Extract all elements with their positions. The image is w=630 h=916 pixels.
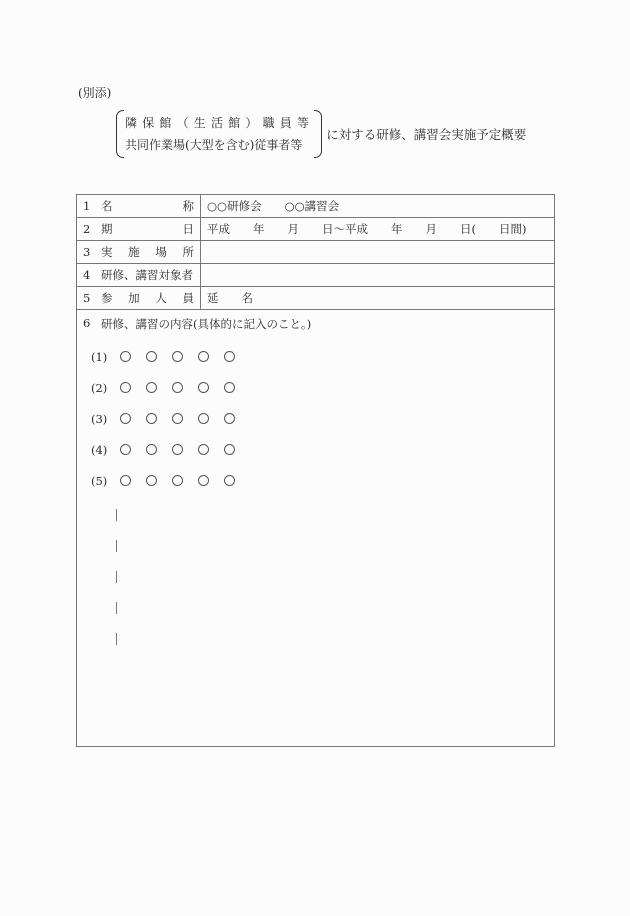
row-dates xyxy=(77,218,554,241)
content-heading-text: 研修、講習の内容(具体的に記入のこと。) xyxy=(101,317,312,331)
circle-placeholder-icon xyxy=(146,382,157,393)
circle-placeholder-icon xyxy=(224,413,235,424)
label-char: 所 xyxy=(182,245,194,259)
content-section xyxy=(77,310,554,660)
circle-placeholder-icon xyxy=(224,382,235,393)
row-target xyxy=(77,264,554,287)
name-field[interactable]: ○○研修会 ○○講習会 xyxy=(207,199,340,213)
label-char: 日 xyxy=(182,222,194,236)
content-item[interactable] xyxy=(91,403,548,434)
circle-placeholder-icon xyxy=(120,351,131,362)
label-char: 実 xyxy=(101,245,113,259)
continuation-bar-icon xyxy=(116,633,117,645)
annex-label: (別添) xyxy=(78,86,112,100)
circle-placeholder-icon xyxy=(172,413,183,424)
circle-placeholder-icon xyxy=(146,475,157,486)
row-number: 6 xyxy=(83,316,91,330)
row-label xyxy=(77,195,201,217)
circle-placeholder-icon xyxy=(198,382,209,393)
content-item[interactable] xyxy=(91,465,548,496)
row-label xyxy=(77,264,201,286)
title-line-2: 共同作業場(大型を含む)従事者等 xyxy=(125,138,303,152)
circle-placeholder-icon xyxy=(224,444,235,455)
continuation-bar-icon xyxy=(116,602,117,614)
item-number: (1) xyxy=(91,349,108,364)
item-number: (2) xyxy=(91,380,108,395)
content-heading xyxy=(83,316,548,332)
title-suffix: に対する研修、講習会実施予定概要 xyxy=(326,127,527,142)
row-number: 3 xyxy=(83,245,91,259)
circle-placeholder-icon xyxy=(146,351,157,362)
continuation-marks xyxy=(83,499,548,654)
circle-placeholder-icon xyxy=(198,475,209,486)
circle-placeholder-icon xyxy=(172,475,183,486)
circle-placeholder-icon xyxy=(146,413,157,424)
row-number: 2 xyxy=(83,222,91,236)
plan-form-table xyxy=(76,194,555,747)
label-char: 場 xyxy=(155,245,167,259)
label-char: 加 xyxy=(128,291,140,305)
label-char: 参 xyxy=(101,291,113,305)
row-label xyxy=(77,241,201,263)
label-char: 期 xyxy=(101,222,113,236)
dates-field[interactable]: 平成 年 月 日～平成 年 月 日( 日間) xyxy=(207,222,527,236)
row-label xyxy=(77,218,201,240)
continuation-bar-icon xyxy=(116,571,117,583)
row-number: 4 xyxy=(83,268,91,282)
circle-placeholder-icon xyxy=(120,475,131,486)
circle-placeholder-icon xyxy=(172,444,183,455)
circle-placeholder-icon xyxy=(120,444,131,455)
row-label xyxy=(77,287,201,309)
label-char: 称 xyxy=(182,199,194,213)
circle-placeholder-icon xyxy=(224,351,235,362)
circle-placeholder-icon xyxy=(198,444,209,455)
row-number: 5 xyxy=(83,291,91,305)
circle-placeholder-icon xyxy=(172,382,183,393)
circle-placeholder-icon xyxy=(198,413,209,424)
row-name xyxy=(77,195,554,218)
row-number: 1 xyxy=(83,199,91,213)
venue-field[interactable] xyxy=(201,241,554,263)
item-number: (4) xyxy=(91,442,108,457)
circle-placeholder-icon xyxy=(172,351,183,362)
circle-placeholder-icon xyxy=(224,475,235,486)
label-char: 人 xyxy=(155,291,167,305)
continuation-bar-icon xyxy=(116,540,117,552)
circle-placeholder-icon xyxy=(120,382,131,393)
content-item[interactable] xyxy=(91,434,548,465)
label-char: 員 xyxy=(182,291,194,305)
circle-placeholder-icon xyxy=(120,413,131,424)
content-item[interactable] xyxy=(91,372,548,403)
row-venue xyxy=(77,241,554,264)
continuation-bar-icon xyxy=(116,509,117,521)
item-number: (3) xyxy=(91,411,108,426)
row-participants xyxy=(77,287,554,310)
label-char: 名 xyxy=(101,199,113,213)
content-item[interactable] xyxy=(91,341,548,372)
circle-placeholder-icon xyxy=(198,351,209,362)
circle-placeholder-icon xyxy=(146,444,157,455)
title-bracket-group xyxy=(116,110,322,158)
document-title xyxy=(116,110,526,158)
label-char: 施 xyxy=(128,245,140,259)
participants-field[interactable]: 延 名 xyxy=(207,291,253,305)
content-items xyxy=(83,341,548,496)
item-number: (5) xyxy=(91,473,108,488)
target-field[interactable] xyxy=(201,264,554,286)
label-text: 研修、講習対象者 xyxy=(101,268,193,282)
title-line-1: 隣保館（生活館）職員等 xyxy=(125,116,315,130)
